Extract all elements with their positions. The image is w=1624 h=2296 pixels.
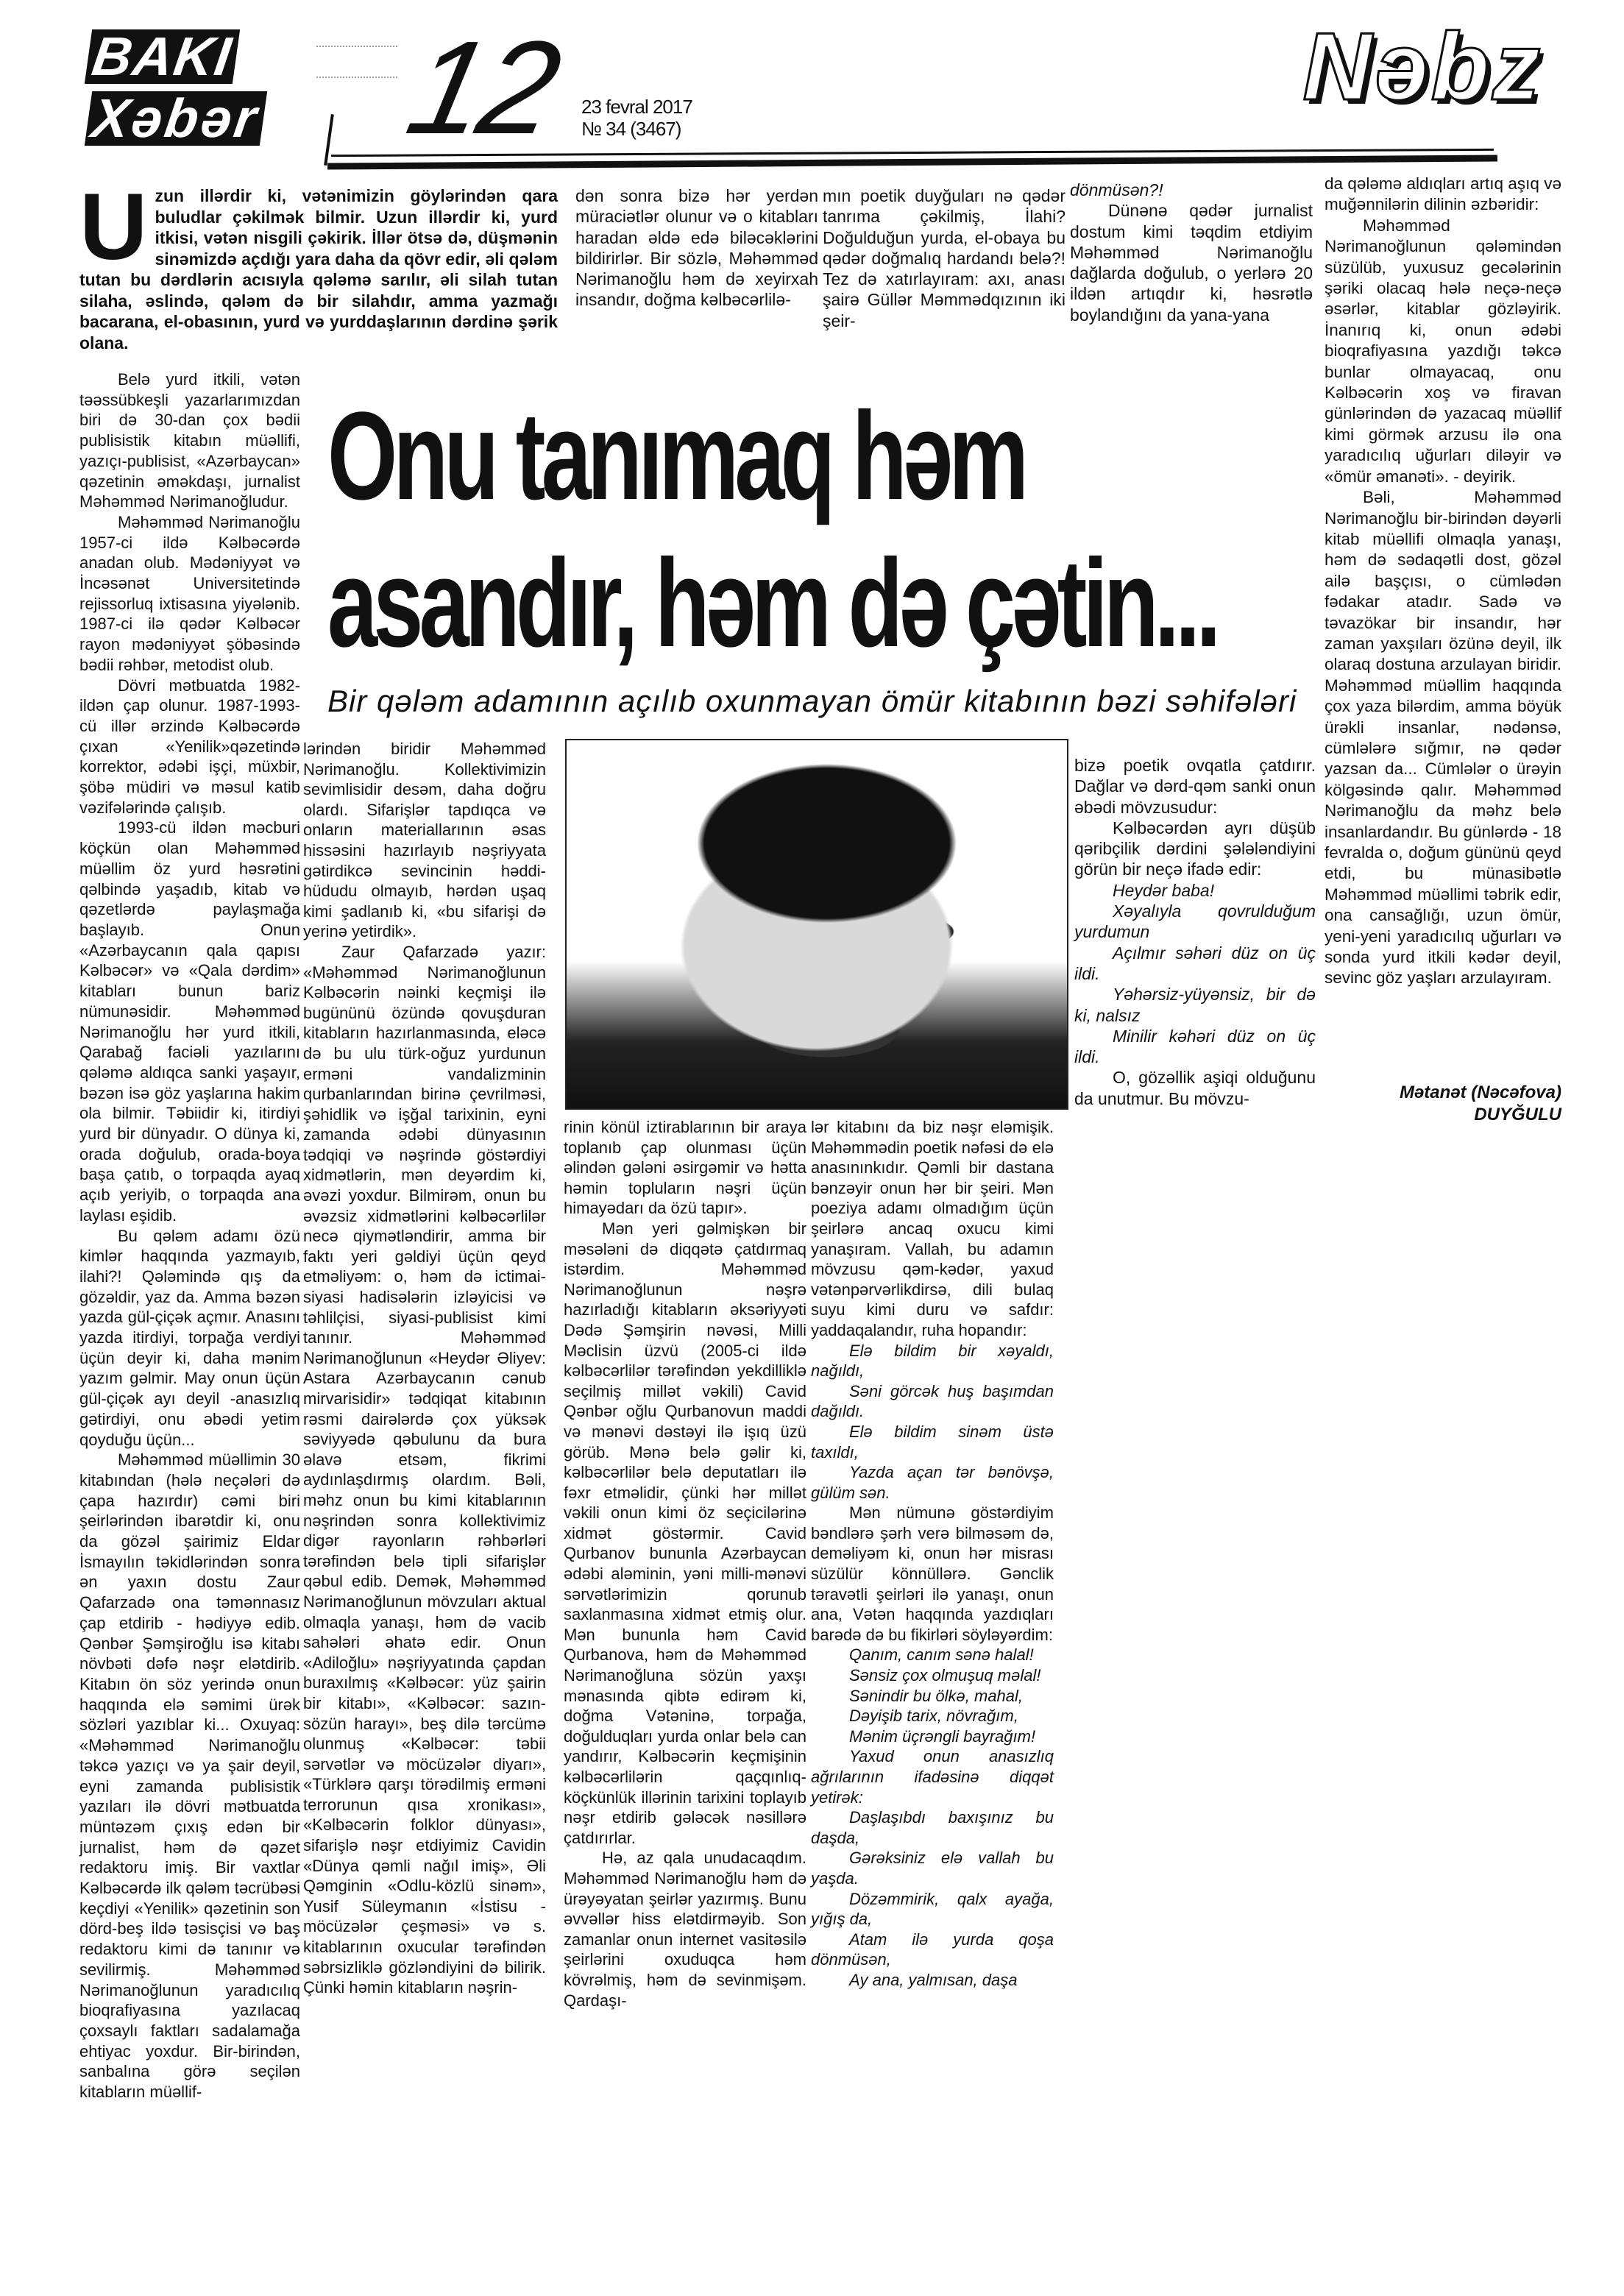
column-5-top xyxy=(1070,180,1313,325)
author-name: Mətanət (Nəcəfova) xyxy=(1399,1083,1561,1102)
paragraph: Hə, az qala unudacaqdım. Məhəmməd Nərimanoğlu həm də ürəyəyatan şeirlər yazırmış. Bunu əvvəllər hiss elətdirməyib. Son zamanlar onun internet vasitəsilə şeirlərini oxuduqca həm kövrəlmiş, həm də sevinmişəm. Qardaşı- xyxy=(564,1849,806,2010)
page-number: 12 xyxy=(396,14,570,162)
paragraph: Minilir kəhəri düz on üç ildi. xyxy=(1074,1026,1316,1067)
paragraph: Atam ilə yurda qoşa dönmüsən, xyxy=(811,1930,1054,1969)
paragraph: da qələmə aldıqları artıq aşıq və muğənnilərin dilinin əzbəridir: xyxy=(1325,174,1561,214)
paragraph: Kəlbəcərdən ayrı düşüb qəribçilik dərdini şələləndiyini görün bir neçə ifadə edir: xyxy=(1074,818,1316,879)
paragraph: Məhəmməd müəllimin 30 kitabından (hələ neçələri də çapa hazırdır) cəmi biri şeirlərindən ibarətdir ki, onu da gözəl şairimiz Eldar İsmayılın təkidlərindən sonra ən yaxın dostu Zaur Qafarzadə ona təmənnasız çap etdirib - hədiyyə edib. Qənbər Şəmşiroğlu isə kitabı növbəti dəfə nəşr elətdirib. Kitabın ön söz yerində onun haqqında elə səmimi ürək sözləri yazıblar ki... Oxuyaq: «Məhəmməd Nərimanoğlu təkcə yazıçı və ya şair deyil, eyni zamanda publisistik yazıları ilə dövri mətbuatda müntəzəm çıxış edən bir jurnalist, həm də qəzet redaktoru imiş. Bir vaxtlar Kəlbəcərdə ilk qələm təcrübəsi keçdiyi «Yenilik» qəzetinin son dörd-beş ildə təsisçisi və baş redaktoru kimi də tanınır və sevilirmiş. Məhəmməd Nərimanoğlunun yaradıcılıq bioqrafiyasına yazılacaq çoxsaylı faktları sadalamağa ehtiyac yoxdur. Bir-birindən, sanbalına görə seçilən kitabların müəllif- xyxy=(79,1450,300,2102)
paragraph: Yəhərsiz-yüyənsiz, bir də ki, nalsız xyxy=(1074,985,1316,1025)
paragraph: bizə poetik ovqatla çatdırır. Dağlar və dərd-qəm sanki onun əbədi mövzusudur: xyxy=(1074,756,1316,817)
paragraph: Məhəmməd Nərimanoğlu 1957-ci ildə Kəlbəcərdə anadan olub. Mədəniyyət və İncəsənət Universitetində rejissorluq ixtisasına yiyələnib. 1987-ci ilə qədər Kəlbəcər rayon mədəniyyət şöbəsində bədii rəhbər, metodist olub. xyxy=(79,512,300,674)
paragraph: Bu qələm adamı özü kimlər haqqında yazmayıb, ilahi?! Qələmində qış da gözəldir, yaz da. Amma bəzən yazda gül-çiçək açmır. Anasını yazda itirdiyi, torpağa verdiyi üçün deyir ki, daha mənim yazım gəlmir. May onun üçün gül-çiçək ayı deyil -anasızlıq gətirdiyi, onu əbədi yetim qoyduğu üçün... xyxy=(79,1226,300,1449)
column-4 xyxy=(811,1117,1054,1991)
paragraph: Belə yurd itkili, vətən təəssübkeşli yazarlarımızdan biri də 30-dan çox bədii publisistik kitabın müəllifi, yazıçı-publisist, «Azərbaycan» qəzetinin əməkdaşı, jurnalist Məhəmməd Nərimanoğludur. xyxy=(79,370,300,511)
paragraph: Mən nümunə göstərdiyim bəndlərə şərh verə bilməsəm də, deməliyəm ki, onun hər misrası süzülür könnüllərə. Gənclik təravətli şeirləri ilə yanaşı, onun ana, Vətən haqqında yazdıqları barədə də bu fikirləri söyləyərdim: xyxy=(811,1503,1054,1644)
paragraph: Yazda açan tər bənövşə, gülüm sən. xyxy=(811,1463,1054,1502)
issue-number: № 34 (3467) xyxy=(581,118,681,140)
paragraph: Dəyişib tarix, növrağım, xyxy=(849,1707,1018,1726)
paragraph: 1993-cü ildən məcburi köçkün olan Məhəmməd müəllim öz yurd həsrətini qəlbində yaşadıb, kitab və qəzetlərdə paylaşmağa başlayıb. Onun «Azərbaycanın qala qapısı Kəlbəcər» və «Qala dərdim» kitabları bunun bariz nümunəsidir. Məhəmməd Nərimanoğlu hər yurd itkili, Qarabağ faciəli yazılarını qələmə aldıqca sanki yaşayır, bəzən isə göz yaşlarına hakim ola bilmir. Təbiidir ki, itirdiyi yurd bir dünyadır. O dünya ki, orada doğulub, orada-boya başa çatıb, o torpaqda ayaq açıb yeriyib, o torpaqda ana laylası eşidib. xyxy=(79,818,300,1225)
paragraph: Sənsiz çox olmuşuq məlal! xyxy=(849,1666,1041,1685)
paragraph: Qanım, canım sənə halal! xyxy=(849,1645,1034,1665)
paragraph: Bəli, Məhəmməd Nərimanoğlu bir-birindən dəyərli kitab müəllifi olmaqla yanaşı, həm də sədaqətli dost, gözəl ailə başçısı, o cümlədən fədakar atadır. Sadə və təvazökar bir insandır, hər zaman yaxşıları özünə deyil, ilk olaraq dostuna arzulayan biridir. Məhəmməd müəllim haqqında çox yaza bilərdim, amma böyük ürəkli insanlar, nədənsə, cümlələrə sığmır, nə qədər yazsan da... Cümlələr o ürəyin kölgəsində qalır. Məhəmməd Nərimanoğlu da məhz belə insanlardandır. Bu günlərdə - 18 fevralda o, doğum gününü qeyd etdi, bu münasibətlə Məhəmməd müəllimi təbrik edir, ona cansağlığı, uzun ömür, yeni-yeni yaradıcılıq uğurları və sonda yurd itkili kədər deyil, sevinc göz yaşları arzulayıram. xyxy=(1325,488,1561,988)
newspaper-logo xyxy=(88,26,397,162)
logo-line1: BAKI xyxy=(85,29,240,84)
paragraph: Yaxud onun anasızlıq ağrılarının ifadəsinə diqqət yetirək: xyxy=(811,1747,1054,1807)
paragraph: lər kitabını da biz nəşr eləmişik. Məhəmmədin poetik nəfəsi də elə anasınınkıdır. Qəmli bir dastana bənzəyir onun hər bir şeiri. Mən poeziya adamı olmadığım üçün şeirlərə ancaq oxucu kimi yanaşıram. Vallah, bu adamın mövzusu qəm-kədər, yaxud vətənpərvərlikdirsə, dili bulaq suyu kimi duru və safdır: yaddaqalandır, ruha hopandır: xyxy=(811,1118,1054,1339)
paragraph: Gərəksiniz elə vallah bu yaşda. xyxy=(811,1849,1054,1888)
headline-line1: Onu tanımaq həm xyxy=(327,386,1025,526)
paragraph: Zaur Qafarzadə yazır: «Məhəmməd Nərimanoğlunun Kəlbəcərin nəinki keçmişi ilə bugününü özündə qovuşduran kitabların hazırlanmasında, eləcə də bu ulu türk-oğuz yurdunun erməni vandalizminin qurbanlarından birinə çevrilməsi, şəhidlik və işğal tarixinin, eyni zamanda ədəbi dünyasının tədqiqi və nəşrində göstərdiyi xidmətlərin, mən deyərdim ki, əvəzi yoxdur. Bilmirəm, onun bu əvəzsiz xidmətlərini kəlbəcərlilər necə qiymətləndirir, amma bir faktı yeri gəldiyi üçün qeyd etməliyəm: o, həm də ictimai-siyasi hadisələrin izləyicisi və təhlilçisi, siyasi-publisist kimi tanınır. Məhəmməd Nərimanoğlunun «Heydər Əliyev: Astara Azərbaycanın cənub mirvarisidir» tədqiqat kitabının rəsmi dairələrdə çox yüksək səviyyədə qəbulunu da bura əlavə etsəm, fikrimi aydınlaşdırmış olardım. Bəli, məhz onun bu kimi kitablarının nəşrindən sonra kollektivimiz digər rayonların rəhbərləri tərəfindən belə tipli sifarişlər qəbul edib. Demək, Məhəmməd Nərimanoğlunun mövzuları aktual olmaqla yanaşı, həm də vacib sahələri əhatə edir. Onun «Adiloğlu» nəşriyyatında çapdan buraxılmış «Kəlbəcər: yüz şairin bir kitabı», «Kəlbəcər: sazın-sözün harayı», beş dilə tərcümə olunmuş «Kəlbəcər: təbii sərvətlər və möcüzələr diyarı», «Türklərə qarşı törədilmiş erməni terrorunun qısa xronikası», «Kəlbəcərin folklor dünyası», sifarişlə nəşr etdiyimiz Cavidin «Dünya qəmli nağıl imiş», Əli Qəmginin «Odlu-közlü sinəm», Yusif Süleymanın «İstisu - möcüzələr çeşməsi» və s. kitablarının oxucular tərəfindən səbrsizliklə gözləndiyini də bilirik. Çünki həmin kitabların nəşrin- xyxy=(303,942,546,1997)
section-title: Nəbz xyxy=(1302,13,1543,120)
paragraph: Elə bildim sinəm üstə taxıldı, xyxy=(811,1422,1054,1461)
paragraph: rinin könül iztirablarının bir araya toplanıb çap olunması üçün əlindən gələni əsirgəmir və hətta həmin topluların nəşri üçün himayədarı da özü tapır». xyxy=(564,1118,806,1218)
paragraph: Xəyalıyla qovrulduğum yurdumun xyxy=(1074,901,1316,942)
paragraph: Səni görcək huş başımdan dağıldı. xyxy=(811,1381,1054,1421)
paragraph: Dövri mətbuatda 1982-ildən çap olunur. 1987-1993-cü illər ərzində Kəlbəcərdə çıxan «Yenilik»qəzetində korrektor, ədəbi işçi, müxbir, şöbə müdiri və məsul katib vəzifələrində çalışıb. xyxy=(79,676,300,817)
column-3 xyxy=(564,1117,806,2010)
headline-line2: asandır, həm də çətin... xyxy=(327,534,1217,673)
author-pen-name: DUYĞULU xyxy=(1474,1105,1561,1124)
paragraph: Dünənə qədər jurnalist dostum kimi təqdim etdiyim Məhəmməd Nərimanoğlu dağlarda doğulub, o yerlərə 20 ildən artıqdır ki, həsrətlə boylandığını da yana-yana xyxy=(1070,201,1313,325)
paragraph: Daşlaşıbdı baxışınız bu daşda, xyxy=(811,1808,1054,1847)
paragraph: Açılmır səhəri düz on üç ildi. xyxy=(1074,943,1316,983)
drop-cap: U xyxy=(79,174,148,280)
column-2 xyxy=(303,739,546,1998)
paragraph: Sənindir bu ölkə, mahal, xyxy=(849,1686,1024,1705)
column-6 xyxy=(1325,174,1561,989)
paragraph: dönmüsən?! xyxy=(1070,180,1163,199)
logo-fine-print xyxy=(316,46,397,78)
byline xyxy=(1325,1082,1561,1126)
paragraph: Heydər baba! xyxy=(1113,880,1215,900)
lead-text: zun illərdir ki, vətənimizin göylərindən qara buludlar çəkilmək bilmir. Uzun illərdir ki, yurd itkisi, vətən nisgili çəkirik. İllər ötsə də, düşmənin sinəmizdə açdığı yara daha da qövr edir, əli qələm tutan bu dərdlərin acısıyla qələmə sarılır, əli silah tutan silaha, əslində, qələm də bir silahdır, amma yazmağı bacarana, el-obasının, yurd və yurddaşlarının dərdinə şərik olana. xyxy=(79,186,558,352)
column-5-bottom xyxy=(1074,755,1316,1109)
paragraph: Ay ana, yalmısan, daşa xyxy=(849,1970,1018,1989)
paragraph: lərindən biridir Məhəmməd Nərimanoğlu. Kollektivimizin sevimlisidir desəm, daha doğru olardı. Sifarişlər tapdıqca və onların materiallarının əsas hissəsini hazırlayıb nəşriyyata gətirdikcə sevincinin həddi-hüdudu olmayıb, hərdən uşaq kimi şadlanıb ki, «bu sifarişi də yerinə yetirdik». xyxy=(303,740,546,941)
article-lead xyxy=(79,174,558,353)
column-1 xyxy=(79,369,300,2102)
logo-line2: Xəbər xyxy=(85,91,267,146)
column-3-top: dən sonra bizə hər yerdən müraciətlər olunur və o kitabları haradan əldə edə biləcəklərini bildirirlər. Bir sözlə, Məhəmməd Nərimanoğlu həm də xeyirxah insandır, doğma kəlbəcərlilə- xyxy=(575,186,818,310)
paragraph: Elə bildim bir xəyaldı, nağıldı, xyxy=(811,1341,1054,1381)
paragraph: Mənim üçrəngli bayrağım! xyxy=(849,1726,1036,1746)
headline xyxy=(327,383,1217,677)
issue-date: 23 fevral 2017 xyxy=(581,96,692,118)
issue-info xyxy=(581,96,692,140)
subheadline: Bir qələm adamının açılıb oxunmayan ömür kitabının bəzi səhifələri xyxy=(327,684,1297,718)
paragraph: Məhəmməd Nərimanoğlunun qələmindən süzülüb, yuxusuz gecələrinin şəriki olacaq hələ neçə-neçə əsərlər, kitablar gözləyirik. İnanırıq ki, onun ədəbi bioqrafiyasına yazdığı təkcə bunlar olmayacaq, onu Kəlbəcərin xoş və firavan günlərindən də yazacaq müəllif kimi görmək arzusu ilə ona yaradıcılıq uğurları diləyir və «ömür əmanəti». - deyirik. xyxy=(1325,216,1561,486)
portrait-photo xyxy=(565,739,1068,1110)
column-4-top: mın poetik duyğuları nə qədər tanrıma çəkilmiş, İlahi? Doğulduğun yurda, el-obaya bu qədər doğmalıq hardandı belə?! Tez də xatırlayıram: axı, anası şairə Güllər Məmmədqızının iki şeir- xyxy=(823,186,1065,330)
paragraph: Mən yeri gəlmişkən bir məsələni də diqqətə çatdırmaq istərdim. Məhəmməd Nərimanoğlunun nəşrə hazırladığı kitabların əksəriyyəti Dədə Şəmşirin nəvəsi, Milli Məclisin üzvü (2005-ci ildə kəlbəcərlilər tərəfindən yekdilliklə seçilmiş millət vəkili) Cavid Qənbər oğlu Qurbanovun maddi və mənəvi dəstəyi ilə işıq üzü görüb. Mənə belə gəlir ki, kəlbəcərlilər belə deputatları ilə fəxr etməlidir, çünki hər millət vəkili onun kimi öz seçicilərinə xidmət göstərmir. Cavid Qurbanov bununla Azərbaycan ədəbi aləminin, yəni milli-mənəvi sərvətlərimizin qorunub saxlanmasına xidmət etmiş olur. Mən bununla həm Cavid Qurbanova, həm də Məhəmməd Nərimanoğluna sözün yaxşı mənasında qibtə edirəm ki, doğma Vətəninə, torpağa, doğulduqları yurda onlar belə can yandırır, Kəlbəcərin keçmişinin kəlbəcərlilərin qaçqınlıq-köçkünlük illərinin tarixini toplayıb nəşr etdirib gələcək nəsillərə çatdırırlar. xyxy=(564,1219,806,1847)
paragraph: Dözəmmirik, qalx ayağa, yığış da, xyxy=(811,1889,1054,1929)
paragraph: O, gözəllik aşiqi olduğunu da unutmur. Bu mövzu- xyxy=(1074,1068,1316,1108)
